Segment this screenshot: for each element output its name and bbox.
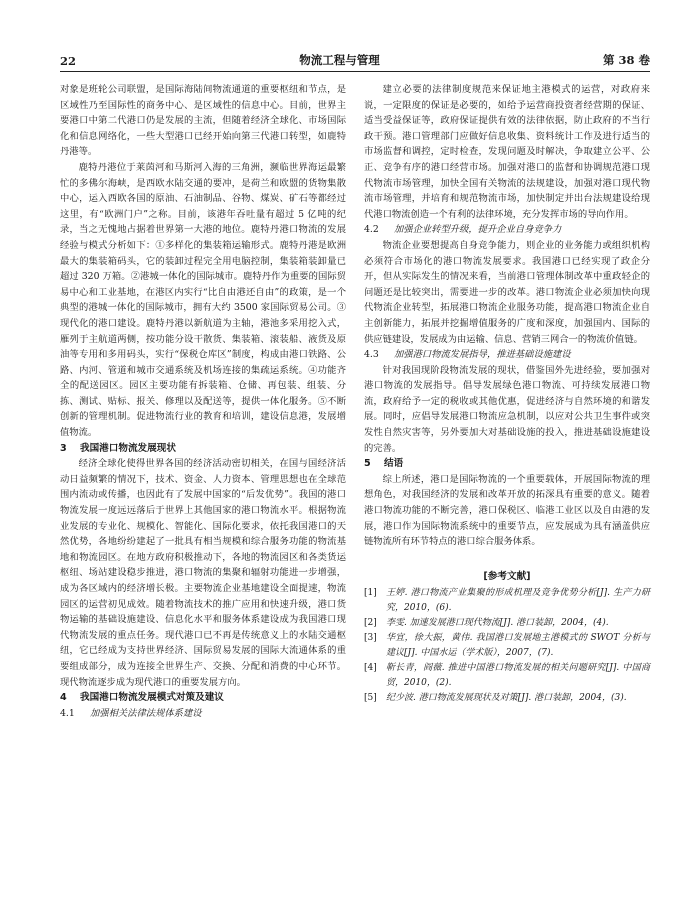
references-heading: [参考文献] xyxy=(483,570,531,582)
reference-text: 华宜，徐大振，黄伟. 我国港口发展地主港模式的 SWOT 分析与建议[J]. 中国水运（学术版），2007，(7). xyxy=(386,632,650,658)
section-number: 3 xyxy=(60,442,67,454)
subsection-number: 4.2 xyxy=(364,224,379,236)
paragraph: 建立必要的法律制度规范来保证地主港模式的运营，对政府来说，一定限度的保证是必要的，如给予运营商投资者经营期的保证、适当受益保证等，政府保证提供有效的法律依据，防止政府的不当行政干预。港口管理部门应做好信息收集、资料统计工作及进行适当的市场监督和调控，定时检查，发现问题及时解决，争取建立公平、公正、竞争有序的港口经营市场。加强对港口的监督和协调规范港口现代物流市场管理，加快全国有关物流的法规建设，加强对港口现代物流市场管理，并培育和规范物流市场，加快制定并出台法规建设给现代港口物流创造一个有利的法律环境，充分发挥市场的导向作用。 xyxy=(364,84,650,220)
journal-title: 物流工程与管理 xyxy=(299,53,380,67)
section-title: 我国港口物流发展模式对策及建议 xyxy=(80,692,224,704)
reference-number: [4] xyxy=(364,662,377,673)
reference-text: 王婷. 港口物流产业集聚的形成机理及竞争优势分析[J]. 生产力研究，2010，(6). xyxy=(386,587,650,613)
page-number: 22 xyxy=(60,54,77,68)
volume-label: 第 38 卷 xyxy=(602,53,650,67)
paragraph-conclusion: 综上所述，港口是国际物流的一个重要载体，开展国际物流的理想角色，对我国经济的发展和改革开放的拓深具有重要的意义。随着港口物流功能的不断完善，港口保税区、临港工业区以及自由港的发展，港口作为国际物流系统中的重要节点，应发展成为具有涵盖供应链物流所有环节特点的港口综合服务体系。 xyxy=(364,473,650,548)
reference-item xyxy=(364,691,650,706)
section-heading-4 xyxy=(60,690,346,706)
paragraph-rotterdam: 鹿特丹港位于莱茵河和马斯河入海的三角洲，濒临世界海运最繁忙的多佛尔海峡，是西欧水陆交通的要冲，是荷兰和欧盟的货物集散中心，运入西欧各国的原油、石油制品、谷物、煤炭、矿石等都经过这里，有“欧洲门户”之称。目前，该港年吞吐量有超过 5 亿吨的纪录，当之无愧地占据着世界第一大港的地位。鹿特丹港口物流的发展经验与模式分析如下：①多样化的集装箱运输形式。鹿特丹港是欧洲最大的集装箱码头，它的装卸过程完全用电脑控制，集装箱装卸量已超过 320 万箱。②港城一体化的国际城市。鹿特丹作为重要的国际贸易中心和工业基地，在港区内实行“比自由港还自由”的政策，是一个典型的港城一体化的国际城市，拥有大约 3500 家国际贸易公司。③现代化的港口建设。鹿特丹港以新航道为主轴，港池多采用挖入式，雁列于主航道两侧，按功能分设干散货、集装箱、滚装船、液货及原油等专用和多用码头，实行“保税仓库区”制度，构成由港口铁路、公路、内河、管道和城市交通系统及机场连接的集疏运系统。④功能齐全的配送园区。园区主要功能有拆装箱、仓储、再包装、组装、分拣、测试、贴标、报关、修理以及配送等，提供一体化服务。⑤不断创新的管理机制。促进物流行业的教育和培训，建设信息港，发展增值物流。 xyxy=(60,161,346,439)
reference-item xyxy=(364,631,650,661)
subsection-title: 加强相关法律法规体系建设 xyxy=(90,707,202,719)
running-header xyxy=(60,52,650,72)
section-number: 5 xyxy=(364,458,371,470)
reference-item xyxy=(364,661,650,691)
reference-item xyxy=(364,586,650,616)
paragraph: 对象是班轮公司联盟，是国际海陆间物流通道的重要枢纽和节点，是区域性乃至国际性的商务中心、是区域性的信息中心。目前，世界主要港口中第二代港口仍是发展的主流，但随着经济全球化、市场国际化和信息网络化，一些大型港口已经开始向第三代港口转型，如鹿特丹港等。 xyxy=(60,84,346,158)
reference-list xyxy=(364,586,650,706)
left-column xyxy=(60,82,346,721)
section-heading-3 xyxy=(60,441,346,457)
reference-number: [5] xyxy=(364,692,377,703)
section-title: 我国港口物流发展现状 xyxy=(80,442,176,454)
subsection-heading-4-3 xyxy=(364,347,650,363)
reference-text: 李雯. 加速发展港口现代物流[J]. 港口装卸，2004，(4). xyxy=(386,617,609,628)
subsection-number: 4.3 xyxy=(364,349,379,361)
section-number: 4 xyxy=(60,692,67,704)
paragraph: 针对我国现阶段物流发展的现状，借鉴国外先进经验，要加强对港口物流的发展指导。倡导发展绿色港口物流、可持续发展港口物流，政府给予一定的税收或其他优惠，促进经济与自然环境的和谐发展。同时，应倡导发展港口物流应急机制，以应对公共卫生事件或突发性自然灾害等，另外要加大对基础设施的投入，推进基础设施建设的完善。 xyxy=(364,364,650,454)
section-heading-5 xyxy=(364,456,650,472)
paragraph: 经济全球化使得世界各国的经济活动密切相关，在国与国经济活动日益频繁的情况下，技术、资金、人力资本、管理思想也在全球范围内流动或传播，也因此有了发展中国家的“后发优势”。我国的港口物流发展一度远远落后于世界上其他国家的港口物流水平。根据物流业发展的专业化、规模化、智能化、国际化要求，依托我国港口的天然优势，各地纷纷建起了一批具有相当规模和综合服务功能的物流基地和物流园区。在地方政府积极推动下，各地的物流园区和各类货运枢纽、场站建设稳步推进，港口物流的集聚和辐射功能进一步增强，成为各区域内的经济增长极。主要物流企业基地建设全面提速，物流园区的运营初见成效。随着物流技术的推广应用和快速升级，港口货物运输的基础设施建设、信息化水平和服务体系建设成为我国港口现代物流发展的重点任务。现代港口已不再是传统意义上的水陆交通枢纽，它已经成为支持世界经济、国际贸易发展的国际大流通体系的重要组成部分，成为连接全世界生产、交换、分配和消费的中心环节。现代物流逐步成为现代港口的重要发展方向。 xyxy=(60,458,346,688)
section-title: 结语 xyxy=(384,458,404,470)
subsection-number: 4.1 xyxy=(60,707,75,719)
subsection-heading-4-1 xyxy=(60,706,346,722)
reference-number: [3] xyxy=(364,632,377,643)
two-column-body xyxy=(60,82,650,721)
reference-item xyxy=(364,616,650,631)
paragraph: 物流企业要想提高自身竞争能力，则企业的业务能力或组织机构必须符合市场化的港口物流发展要求。我国港口已经实现了政企分开，但从实际发生的情况来看，当前港口管理体制改革中重政轻企的问题还是比较突出，需要进一步的改革。港口物流企业必须加快向现代物流企业转型，拓展港口物流企业服务功能，提高港口物流企业自主创新能力，拓展并挖掘增值服务的广度和深度，加强国内、国际的供应链建设，发展成为由运输、信息、营销三网合一的物流价值链。 xyxy=(364,239,650,345)
reference-text: 纪少波. 港口物流发展现状及对策[J]. 港口装卸，2004，(3). xyxy=(386,692,627,703)
subsection-heading-4-2 xyxy=(364,222,650,238)
reference-number: [2] xyxy=(364,617,377,628)
page xyxy=(60,52,650,721)
reference-text: 靳长青，阎薇. 推进中国港口物流发展的相关问题研究[J]. 中国商贸，2010，(2). xyxy=(386,662,650,688)
right-column xyxy=(364,82,650,721)
subsection-title: 加强企业转型升级，提升企业自身竞争力 xyxy=(394,224,562,236)
subsection-title: 加强港口物流发展指导，推进基础设施建设 xyxy=(394,349,571,361)
reference-number: [1] xyxy=(364,587,377,598)
